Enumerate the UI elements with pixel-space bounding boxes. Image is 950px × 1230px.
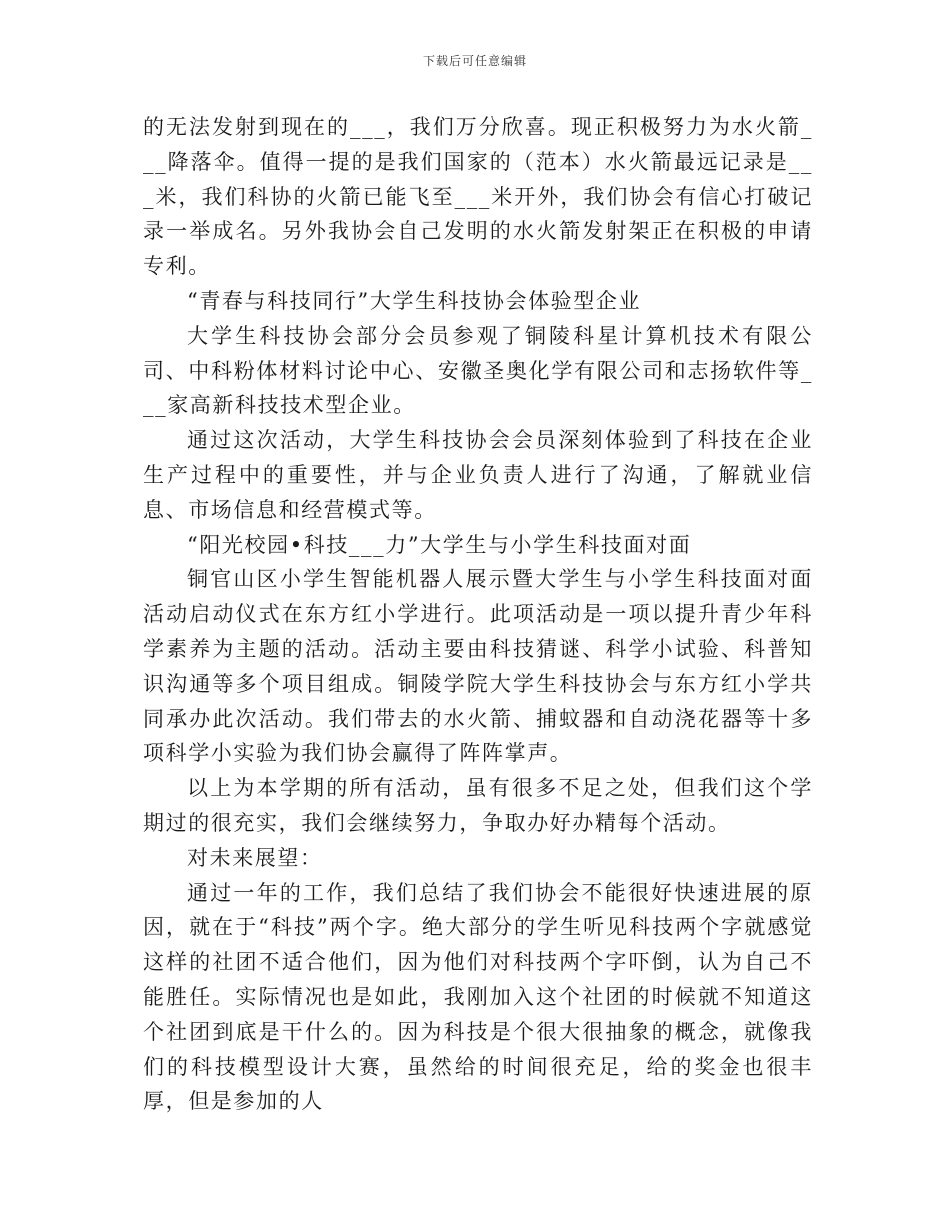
paragraph-1: 的无法发射到现在的___，我们万分欣喜。现正积极努力为水火箭___降落伞。值得一提的是我们国家的（范本）水火箭最远记录是___米，我们科协的火箭已能飞至___米开外，我们协会有信心打破记录一举成名。另外我协会自己发明的水火箭发射架正在积极的申请专利。 bbox=[143, 115, 813, 279]
paragraph-8-heading: 对未来展望： bbox=[187, 845, 323, 870]
paragraph-6: 铜官山区小学生智能机器人展示暨大学生与小学生科技面对面活动启动仪式在东方红小学进行。此项活动是一项以提升青少年科学素养为主题的活动。活动主要由科技猜谜、科学小试验、科普知识沟通等多个项目组成。铜陵学院大学生科技协会与东方红小学共同承办此次活动。我们带去的水火箭、捕蚊器和自动浇花器等十多项科学小实验为我们协会赢得了阵阵掌声。 bbox=[143, 567, 813, 766]
paragraph-9: 通过一年的工作，我们总结了我们协会不能很好快速进展的原因，就在于“科技”两个字。绝大部分的学生听见科技两个字就感觉这样的社团不适合他们，因为他们对科技两个字吓倒，认为自己不能胜任。实际情况也是如此，我刚加入这个社团的时候就不知道这个社团到底是干什么的。因为科技是个很大很抽象的概念，就像我们的科技模型设计大赛，虽然给的时间很充足，给的奖金也很丰厚，但是参加的人 bbox=[143, 880, 813, 1114]
paragraph-4: 通过这次活动，大学生科技协会会员深刻体验到了科技在企业生产过程中的重要性，并与企业负责人进行了沟通，了解就业信息、市场信息和经营模式等。 bbox=[143, 428, 813, 522]
page-header: 下载后可任意编辑 bbox=[422, 54, 527, 68]
paragraph-3: 大学生科技协会部分会员参观了铜陵科星计算机技术有限公司、中科粉体材料讨论中心、安徽圣奥化学有限公司和志扬软件等___家高新科技技术型企业。 bbox=[143, 323, 813, 418]
paragraph-7: 以上为本学期的所有活动，虽有很多不足之处，但我们这个学期过的很充实，我们会继续努力，争取办好办精每个活动。 bbox=[143, 776, 813, 835]
paragraph-2-heading: “青春与科技同行”大学生科技协会体验型企业 bbox=[187, 288, 642, 313]
document-body bbox=[143, 110, 813, 1119]
paragraph-5-heading: “阳光校园•科技___力”大学生与小学生科技面对面 bbox=[187, 532, 692, 557]
